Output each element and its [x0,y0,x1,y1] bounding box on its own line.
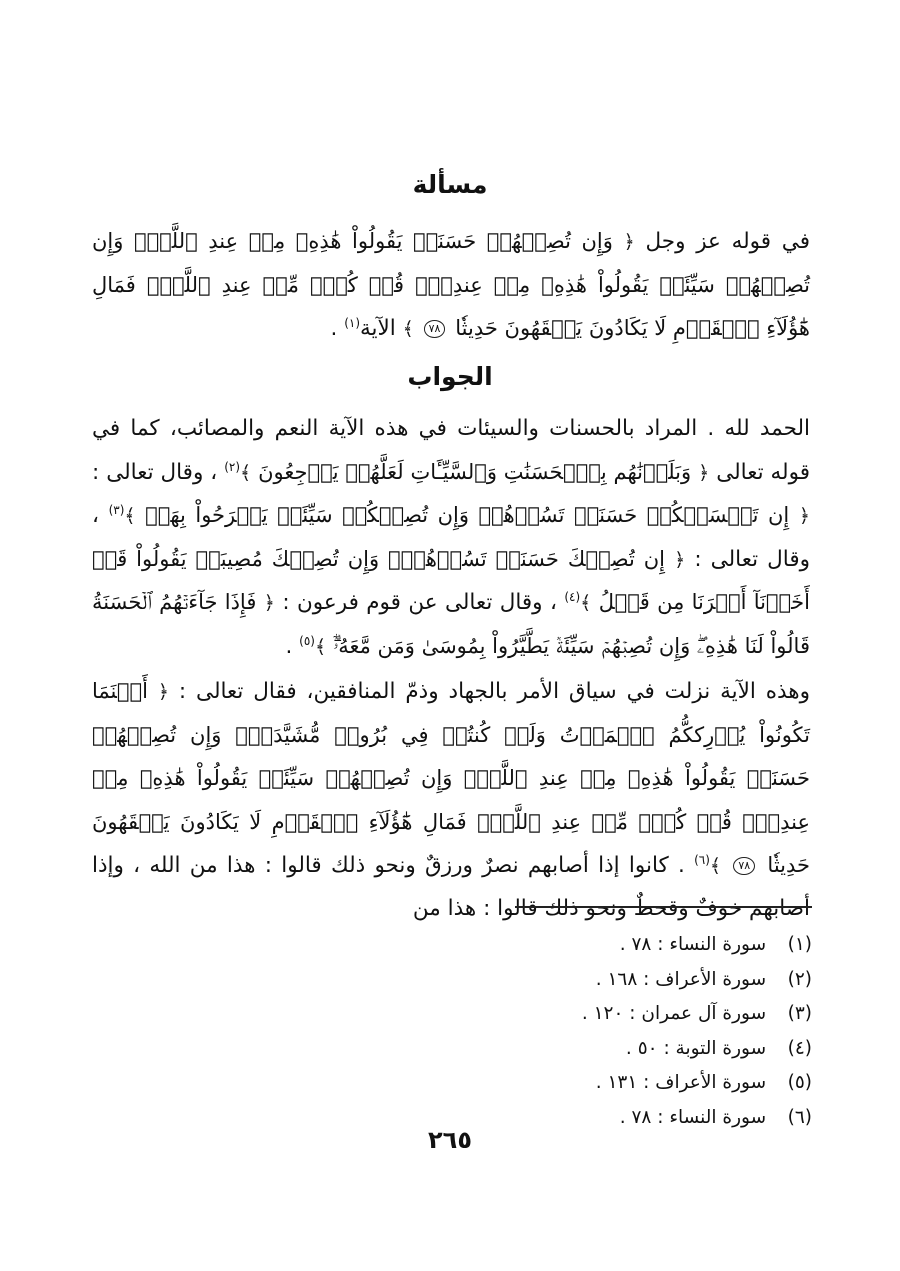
answer-title: الجواب [407,362,493,391]
footnote-text: سورة آل عمران : ١٢٠ . [581,1003,767,1024]
verse: إِن تَمۡسَسۡكُمۡ حَسَنَةٞ تَسُؤۡهُمۡ وَإِن تُصِبۡكُمۡ سَيِّئَةٞ يَفۡرَحُواْ بِهَاۖ [145,503,790,527]
footnote-number: (٢) [787,968,812,990]
footnote-ref: (٦) [694,852,710,867]
period: . [330,316,338,341]
context-text: وهذه الآية نزلت في سياق الأمر بالجهاد وذمّ المنافقين، فقال تعالى : [178,679,810,704]
answer-text: ، وقال تعالى عن قوم فرعون : [282,590,557,615]
footnote-divider [515,906,812,908]
footnote-number: (٤) [787,1037,812,1059]
footnote-number: (١) [787,934,812,955]
footnote-ref: (٤) [564,589,581,604]
answer-text: ، وقال تعالى : [92,459,218,485]
footnote-number: (٦) [787,1106,812,1128]
footnote-text: سورة النساء : ٧٨ . [619,934,767,955]
footnote-text: سورة التوبة : ٥٠ . [625,1037,767,1059]
footnote-ref: (١) [344,315,361,330]
footnote-item [420,963,812,998]
footnote-item [420,1032,812,1067]
question-lead: في قوله عز وجل [645,229,810,254]
verse: وَبَلَوۡنَٰهُم بِٱلۡحَسَنَٰتِ وَٱلسَّيِّـَٔاتِ لَعَلَّهُمۡ يَرۡجِعُونَ [258,459,692,484]
footnote-item [420,997,812,1032]
verse: إِن تُصِبۡكَ حَسَنَةٞ تَسُؤۡهُمۡۖ وَإِن تُصِبۡكَ مُصِيبَةٞ يَقُولُواْ قَدۡ أَخَذۡنَآ أَمۡرَنَا مِن قَبۡلُ [92,546,810,614]
footnote-text: سورة الأعراف : ١٦٨ . [595,968,767,990]
footnotes [420,928,812,1135]
footnote-ref: (٢) [224,459,241,474]
footnote-ref: (٣) [108,502,125,517]
ayah-number-marker: ٧٨ [733,857,755,875]
verse: أَيۡنَمَا تَكُونُواْ يُدۡرِككُّمُ ٱلۡمَوۡتُ وَلَوۡ كُنتُمۡ فِي بُرُوجٖ مُّشَيَّدَةٖۗ وَإِن تُصِبۡهُمۡ حَسَنَةٞ يَقُولُواْ هَٰذِهِۦ مِنۡ عِندِ ٱللَّهِۖ وَإِن تُصِبۡهُمۡ سَيِّئَةٞ يَقُولُواْ هَٰذِهِۦ مِنۡ عِندِكَۚ قُلۡ كُلّٞ مِّنۡ عِندِ ٱللَّهِۖ فَمَالِ هَٰٓؤُلَآءِ ٱلۡقَوۡمِ لَا يَكَادُونَ يَفۡقَهُونَ حَدِيثٗا [92,679,811,877]
footnote-text: سورة الأعراف : ١٣١ . [595,1072,767,1093]
question-paragraph [92,220,810,351]
answer-text: ، وقال تعالى : [92,503,810,572]
question-verse: وَإِن تُصِبۡهُمۡ حَسَنَةٞ يَقُولُواْ هَٰذِهِۦ مِنۡ عِندِ ٱللَّهِۖ وَإِن تُصِبۡهُمۡ سَيِّئَةٞ يَقُولُواْ هَٰذِهِۦ مِنۡ عِندِكَۚ قُلۡ كُلّٞ مِّنۡ عِندِ ٱللَّهِۖ فَمَالِ هَٰٓؤُلَآءِ ٱلۡقَوۡمِ لَا يَكَادُونَ يَفۡقَهُونَ حَدِيثٗا [92,229,810,340]
context-text: . كانوا إذا أصابهم نصرٌ ورزقٌ ونحو ذلك قالوا : هذا من الله ، وإذا أصابهم خوفٌ وقحطٌ ونحو ذلك قالوا : هذا من [92,853,810,921]
footnote-number: (٣) [787,1003,812,1024]
answer-text: الحمد لله . المراد بالحسنات والسيئات في هذه الآية النعم والمصائب، [169,416,810,441]
footnote-number: (٥) [787,1072,812,1093]
verse: فَإِذَا جَآءَتۡهُمُ ٱلۡحَسَنَةُ قَالُواْ لَنَا هَٰذِهِۦۖ وَإِن تُصِبۡهُمۡ سَيِّئَةٞ يَطَّيَّرُواْ بِمُوسَىٰ وَمَن مَّعَهُۥٓۗ [92,590,810,658]
question-tail: الآية [360,316,396,341]
footnote-text: سورة النساء : ٧٨ . [619,1106,767,1128]
context-paragraph: وهذه الآية نزلت في سياق الأمر بالجهاد وذمّ المنافقين، فقال تعالى : ﴿ أَيۡنَمَا تَكُونُواْ يُدۡرِككُّمُ ٱلۡمَوۡتُ وَلَوۡ كُنتُمۡ فِي بُرُوجٖ مُّشَيَّدَةٖۗ وَإِن تُصِبۡهُمۡ حَسَنَةٞ يَقُولُواْ هَٰذِهِۦ مِنۡ عِندِ ٱللَّهِۖ وَإِن تُصِبۡهُمۡ سَيِّئَةٞ يَقُولُواْ هَٰذِهِۦ مِنۡ عِندِكَۚ قُلۡ كُلّٞ مِّنۡ عِندِ ٱللَّهِۖ فَمَالِ هَٰٓؤُلَآءِ ٱلۡقَوۡمِ لَا يَكَادُونَ يَفۡقَهُونَ حَدِيثٗا ٧٨ ﴾$^{(٦)}$ . كانوا إذا أصابهم نصرٌ ورزقٌ ونحو ذلك قالوا : هذا من الله ، وإذا أصابهم خوفٌ وقحطٌ ونحو ذلك قالوا : هذا من [92,679,811,921]
page-number: ٢٦٥ [428,1126,472,1154]
verse-close-bracket: ﴾ [402,318,414,340]
page-title: مسألة [412,170,488,199]
answer-paragraph: الحمد لله . المراد بالحسنات والسيئات في هذه الآية النعم والمصائب، كما في قوله تعالى ﴿ وَبَلَوۡنَٰهُم بِٱلۡحَسَنَٰتِ وَٱلسَّيِّـَٔاتِ لَعَلَّهُمۡ يَرۡجِعُونَ ﴾$^{(٢)}$ ، وقال تعالى : ﴿ إِن تَمۡسَسۡكُمۡ حَسَنَةٞ تَسُؤۡهُمۡ وَإِن تُصِبۡكُمۡ سَيِّئَةٞ يَفۡرَحُواْ بِهَاۖ ﴾$^{(٣)}$ ، وقال تعالى : ﴿ إِن تُصِبۡكَ حَسَنَةٞ تَسُؤۡهُمۡۖ وَإِن تُصِبۡكَ مُصِيبَةٞ يَقُولُواْ قَدۡ أَخَذۡنَآ أَمۡرَنَا مِن قَبۡلُ ﴾$^{(٤)}$ ، وقال تعالى عن قوم فرعون : ﴿ فَإِذَا جَآءَتۡهُمُ ٱلۡحَسَنَةُ قَالُواْ لَنَا هَٰذِهِۦۖ وَإِن تُصِبۡهُمۡ سَيِّئَةٞ يَطَّيَّرُواْ بِمُوسَىٰ وَمَن مَّعَهُۥٓۗ ﴾$^{(٥)}$ . [92,416,810,659]
ayah-number-marker: ٧٨ [424,320,446,338]
footnote-ref: (٥) [299,633,315,648]
answer-text: كما في قوله تعالى [92,416,810,485]
footnote-item [420,1066,812,1101]
verse-open-bracket: ﴿ [623,231,635,253]
period: . [285,633,293,659]
footnote-item [420,928,812,963]
